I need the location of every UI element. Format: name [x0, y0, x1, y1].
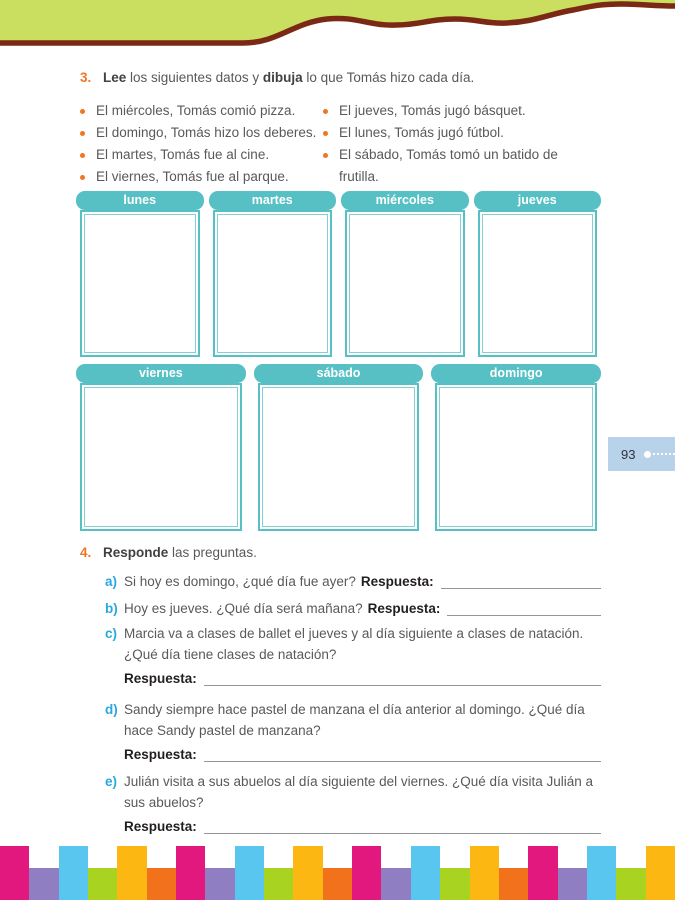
question-text: Hoy es jueves. ¿Qué día será mañana?: [124, 601, 363, 616]
day-cell-sabado: [254, 364, 424, 531]
answer-line[interactable]: [441, 571, 601, 589]
exercise-3-title-bold2: dibuja: [262, 70, 303, 85]
question-text: Julián visita a sus abuelos al día siguiente del viernes. ¿Qué día visita Julián a sus abuelos?: [124, 774, 594, 810]
footer-bar-blue: [235, 846, 264, 900]
footer-bar-green: [88, 868, 117, 900]
footer-bar-orange: [147, 868, 176, 900]
dot-icon: [644, 451, 651, 458]
drawing-area-inner-border: [439, 387, 593, 527]
footer-bar-yellow: [646, 846, 675, 900]
day-cell-domingo: [431, 364, 601, 531]
exercise-4-heading: [80, 543, 601, 562]
footer-bar-purple: [29, 868, 58, 900]
drawing-area-lunes[interactable]: [80, 210, 200, 357]
answer-row: [124, 744, 601, 765]
question-body: [124, 598, 601, 619]
list-item: [323, 122, 601, 144]
footer-bar-green: [616, 868, 645, 900]
day-header-miercoles: miércoles: [341, 191, 469, 210]
facts-bullet-columns: [80, 100, 601, 188]
drawing-area-inner-border: [217, 214, 329, 353]
day-cell-lunes: [76, 191, 204, 357]
drawing-area-inner-border: [349, 214, 461, 353]
footer-bar-magenta: [352, 846, 381, 900]
question-body: [124, 699, 601, 765]
list-item: [80, 122, 323, 144]
footer-bar-blue: [587, 846, 616, 900]
day-header-domingo: domingo: [431, 364, 601, 383]
question-body: [124, 571, 601, 592]
exercise-3-title-tail: lo que Tomás hizo cada día.: [302, 70, 475, 85]
drawing-area-inner-border: [84, 387, 238, 527]
fact-text: El lunes, Tomás jugó fútbol.: [339, 125, 504, 140]
footer-bar-orange: [499, 868, 528, 900]
footer-bar-green: [264, 868, 293, 900]
drawing-area-viernes[interactable]: [80, 383, 242, 531]
fact-text: El viernes, Tomás fue al parque.: [96, 169, 289, 184]
exercise-4-title-tail: las preguntas.: [168, 545, 257, 560]
drawing-area-domingo[interactable]: [435, 383, 597, 531]
question-body: [124, 623, 601, 689]
exercise-3-number: 3.: [80, 70, 92, 85]
footer-bar-yellow: [470, 846, 499, 900]
drawing-area-martes[interactable]: [213, 210, 333, 357]
page-number-tab: [608, 437, 675, 471]
day-cell-martes: [209, 191, 337, 357]
respuesta-label: Respuesta:: [124, 819, 197, 834]
footer-bar-blue: [411, 846, 440, 900]
footer-bar-purple: [558, 868, 587, 900]
exercise-3-title-mid: los siguientes datos y: [126, 70, 263, 85]
bullet-icon: [80, 175, 85, 180]
day-cell-miercoles: [341, 191, 469, 357]
question-text: Sandy siempre hace pastel de manzana el día anterior al domingo. ¿Qué día hace Sandy pastel de manzana?: [124, 702, 585, 738]
bullet-icon: [323, 153, 328, 158]
footer-bar-blue: [59, 846, 88, 900]
drawing-area-inner-border: [482, 214, 594, 353]
respuesta-label: Respuesta:: [124, 671, 197, 686]
day-header-martes: martes: [209, 191, 337, 210]
footer-bar-yellow: [117, 846, 146, 900]
header-wave-decoration: [0, 0, 675, 50]
exercise-4-number: 4.: [80, 545, 92, 560]
answer-row: [124, 668, 601, 689]
day-boxes-row-2: [76, 364, 601, 531]
answer-line[interactable]: [204, 668, 601, 686]
footer-bars: [0, 846, 675, 900]
footer-bar-purple: [381, 868, 410, 900]
drawing-area-sabado[interactable]: [258, 383, 420, 531]
day-header-sabado: sábado: [254, 364, 424, 383]
exercise-4-title-bold1: Responde: [103, 545, 169, 560]
bullet-icon: [323, 109, 328, 114]
green-band: [0, 0, 675, 43]
facts-list-right: [323, 100, 601, 188]
question-letter: c): [105, 626, 118, 641]
question-d: [80, 699, 601, 765]
drawing-area-inner-border: [262, 387, 416, 527]
facts-list-left: [80, 100, 323, 188]
answer-line[interactable]: [447, 598, 601, 616]
bullet-icon: [80, 153, 85, 158]
question-b: [80, 598, 601, 619]
exercise-3-heading: [80, 68, 601, 87]
answer-line[interactable]: [204, 744, 601, 762]
drawing-area-inner-border: [84, 214, 196, 353]
drawing-area-miercoles[interactable]: [345, 210, 465, 357]
list-item: [80, 100, 323, 122]
list-item: [323, 144, 601, 188]
exercise-3: [80, 68, 601, 188]
question-body: [124, 771, 601, 837]
dotted-line-decoration: [653, 453, 675, 455]
drawing-area-jueves[interactable]: [478, 210, 598, 357]
bullet-icon: [323, 131, 328, 136]
question-letter: b): [105, 601, 118, 616]
footer-bar-magenta: [528, 846, 557, 900]
fact-text: El jueves, Tomás jugó básquet.: [339, 103, 526, 118]
question-letter: e): [105, 774, 118, 789]
list-item: [80, 144, 323, 166]
question-e: [80, 771, 601, 837]
exercise-4: [80, 543, 601, 837]
day-header-jueves: jueves: [474, 191, 602, 210]
question-letter: a): [105, 574, 118, 589]
respuesta-label: Respuesta:: [367, 601, 441, 616]
fact-text: El domingo, Tomás hizo los deberes.: [96, 125, 317, 140]
footer-bar-yellow: [293, 846, 322, 900]
day-cell-viernes: [76, 364, 246, 531]
footer-bar-green: [440, 868, 469, 900]
question-letter: d): [105, 702, 118, 717]
question-text: Si hoy es domingo, ¿qué día fue ayer?: [124, 574, 356, 589]
fact-text: El martes, Tomás fue al cine.: [96, 147, 270, 162]
exercise-4-title: [103, 543, 257, 562]
list-item: [80, 166, 323, 188]
day-cell-jueves: [474, 191, 602, 357]
footer-bar-magenta: [0, 846, 29, 900]
day-boxes-row-1: [76, 191, 601, 357]
respuesta-label: Respuesta:: [360, 574, 434, 589]
answer-line[interactable]: [204, 816, 601, 834]
exercise-3-title: [103, 68, 474, 87]
footer-bar-purple: [205, 868, 234, 900]
bullet-icon: [80, 131, 85, 136]
fact-text: El miércoles, Tomás comió pizza.: [96, 103, 296, 118]
footer-bar-orange: [323, 868, 352, 900]
bullet-icon: [80, 109, 85, 114]
day-header-lunes: lunes: [76, 191, 204, 210]
page-number: 93: [621, 446, 636, 462]
question-c: [80, 623, 601, 689]
question-a: [80, 571, 601, 592]
list-item: [323, 100, 601, 122]
question-text: Marcia va a clases de ballet el jueves y al día siguiente a clases de natación. ¿Qué día tiene clases de natación?: [124, 626, 584, 662]
day-header-viernes: viernes: [76, 364, 246, 383]
answer-row: [124, 816, 601, 837]
exercise-3-title-bold1: Lee: [103, 70, 127, 85]
fact-text: El sábado, Tomás tomó un batido de frutilla.: [339, 147, 558, 184]
respuesta-label: Respuesta:: [124, 747, 197, 762]
footer-bar-magenta: [176, 846, 205, 900]
